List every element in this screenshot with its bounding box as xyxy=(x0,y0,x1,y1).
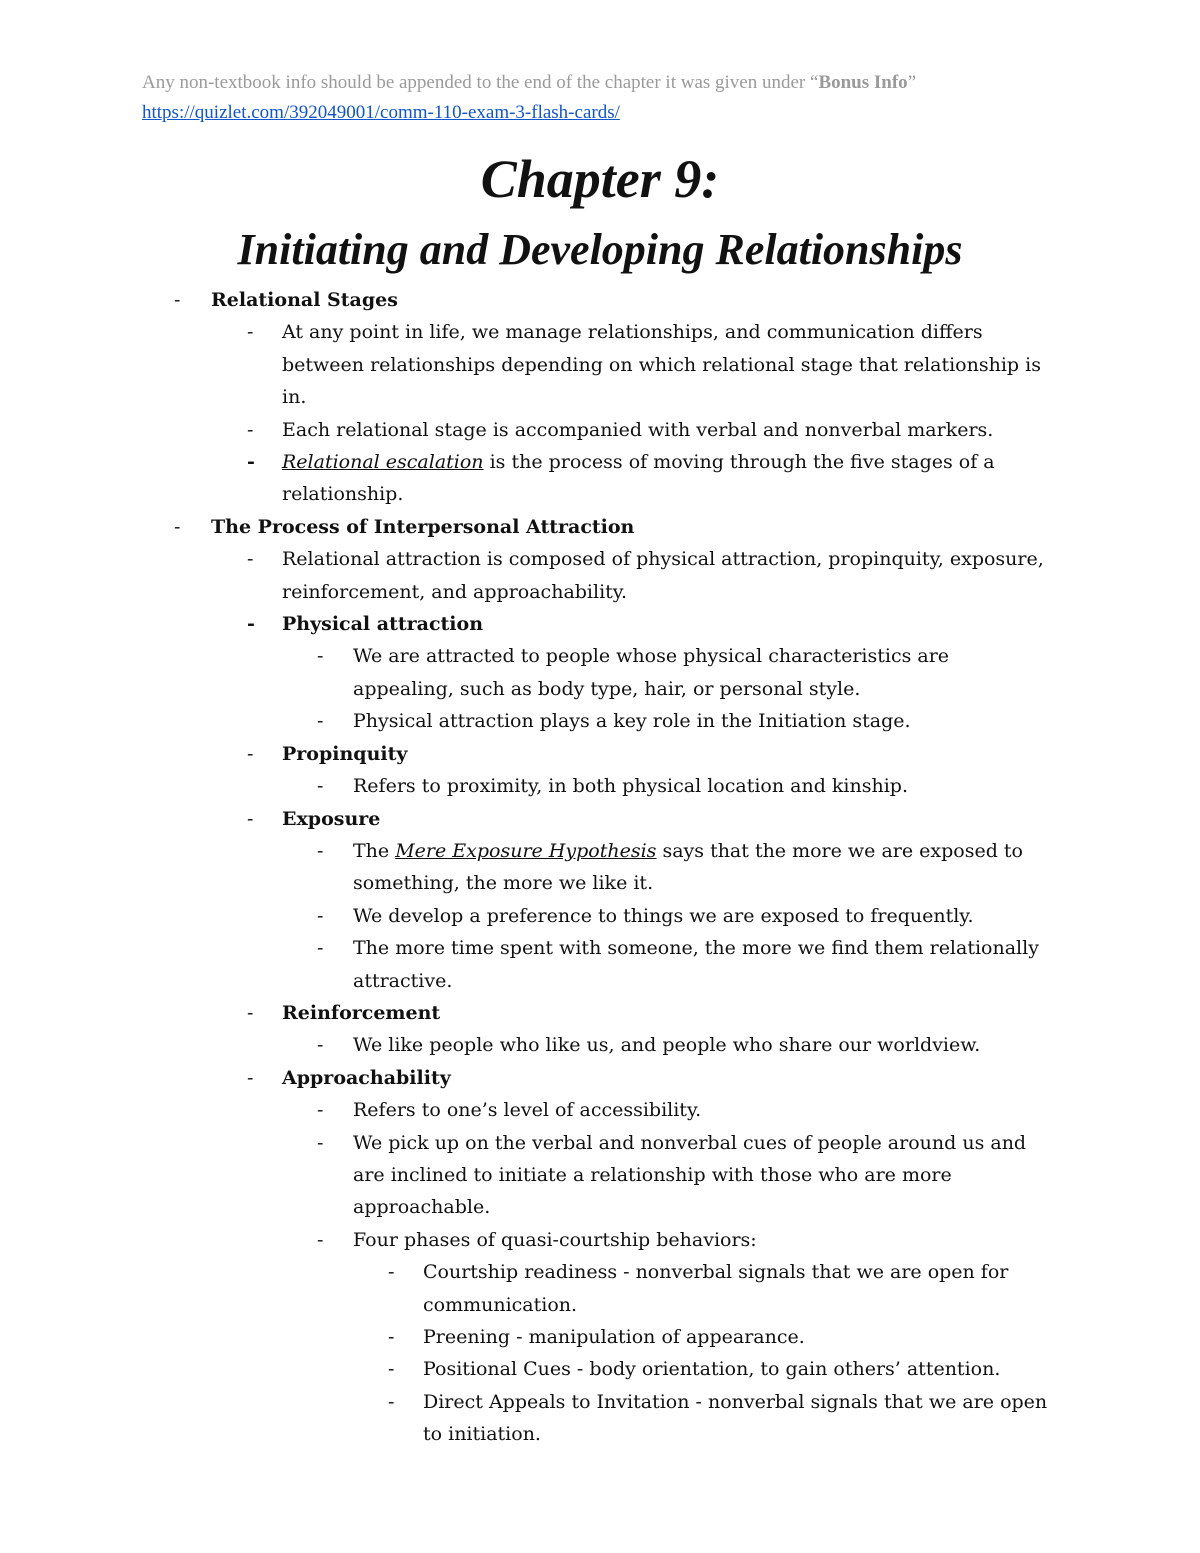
list-item xyxy=(0,446,1200,511)
list-item xyxy=(0,1386,1200,1451)
list-item xyxy=(0,835,1200,900)
list-item-text: Refers to proximity, in both physical location and kinship. xyxy=(353,775,908,798)
list-item xyxy=(0,705,1200,737)
bullet-dash: - xyxy=(317,1228,324,1251)
list-item-text: Refers to one’s level of accessibility. xyxy=(353,1099,702,1122)
bullet-dash: - xyxy=(174,515,181,538)
bullet-dash: - xyxy=(174,289,181,311)
bullet-dash: - xyxy=(317,1131,324,1154)
bullet-dash: - xyxy=(247,1066,254,1089)
list-item xyxy=(0,414,1200,446)
list-item xyxy=(0,511,1200,543)
list-item xyxy=(0,1353,1200,1385)
list-item-text: Positional Cues - body orientation, to gain others’ attention. xyxy=(423,1358,1001,1381)
list-item-text: Four phases of quasi-courtship behaviors: xyxy=(353,1228,757,1251)
list-item-text: Direct Appeals to Invitation - nonverbal signals that we are open to initiation. xyxy=(423,1390,1048,1446)
bullet-dash: - xyxy=(317,904,324,927)
list-item xyxy=(0,900,1200,932)
quizlet-link[interactable]: https://quizlet.com/392049001/comm-110-exam-3-flash-cards/ xyxy=(142,102,620,123)
note-end-quote: ” xyxy=(907,72,917,93)
bonus-info-note xyxy=(142,72,916,94)
list-item xyxy=(0,284,1200,316)
list-item-text: Each relational stage is accompanied with verbal and nonverbal markers. xyxy=(282,418,994,441)
bullet-dash: - xyxy=(317,710,324,733)
outline xyxy=(0,284,1200,1451)
bullet-dash: - xyxy=(388,1358,395,1381)
section-heading: The Process of Interpersonal Attraction xyxy=(211,515,635,538)
list-item xyxy=(0,1029,1200,1061)
text-prefix: The xyxy=(353,839,396,862)
bullet-dash: - xyxy=(247,548,254,571)
list-item xyxy=(0,803,1200,835)
section-heading: Relational Stages xyxy=(211,289,398,311)
bullet-dash: - xyxy=(317,937,324,960)
list-item-text: Courtship readiness - nonverbal signals that we are open for communication. xyxy=(423,1261,1009,1316)
list-item-text: At any point in life, we manage relationships, and communication differs between relationships depending on which relational stage that relationship is in. xyxy=(282,321,1041,409)
list-item-text: The more time spent with someone, the more we find them relationally attractive. xyxy=(353,937,1039,992)
list-item xyxy=(0,738,1200,770)
bullet-dash: - xyxy=(247,321,254,344)
bullet-dash: - xyxy=(247,613,255,636)
bullet-dash: - xyxy=(247,742,254,765)
bullet-dash: - xyxy=(247,451,255,474)
bullet-dash: - xyxy=(388,1261,395,1284)
bullet-dash: - xyxy=(317,775,324,798)
bullet-dash: - xyxy=(247,1001,254,1024)
list-item-text xyxy=(282,446,1062,511)
bullet-dash: - xyxy=(317,1099,324,1122)
bullet-dash: - xyxy=(388,1390,395,1413)
list-item-text: Relational attraction is composed of physical attraction, propinquity, exposure, reinforcement, and approachability. xyxy=(282,548,1044,603)
bullet-dash: - xyxy=(317,645,324,668)
note-bold-text: Bonus Info xyxy=(818,72,908,93)
list-item-text: We develop a preference to things we are exposed to frequently. xyxy=(353,904,974,927)
list-item xyxy=(0,1321,1200,1353)
subsection-heading: Propinquity xyxy=(282,742,408,765)
subsection-heading: Physical attraction xyxy=(282,613,484,636)
subsection-heading: Exposure xyxy=(282,807,381,830)
subsection-heading: Approachability xyxy=(282,1066,451,1089)
list-item xyxy=(0,932,1200,997)
list-item-text: We like people who like us, and people who share our worldview. xyxy=(353,1034,981,1057)
list-item-text: Preening - manipulation of appearance. xyxy=(423,1326,805,1348)
subsection-heading: Reinforcement xyxy=(282,1001,441,1024)
list-item xyxy=(0,1224,1200,1256)
term-mere-exposure-hypothesis: Mere Exposure Hypothesis xyxy=(395,839,657,862)
chapter-title: Chapter 9: xyxy=(480,149,720,209)
bullet-dash: - xyxy=(247,418,254,441)
note-text: Any non-textbook info should be appended to the end of the chapter it was given under “ xyxy=(142,72,819,93)
bullet-dash: - xyxy=(388,1326,395,1348)
list-item xyxy=(0,1094,1200,1126)
list-item-text: Physical attraction plays a key role in the Initiation stage. xyxy=(353,710,911,733)
text-suffix: says that the more we are exposed to something, the more we like it. xyxy=(353,839,1023,895)
list-item xyxy=(0,1062,1200,1094)
list-item xyxy=(0,608,1200,640)
list-item xyxy=(0,316,1200,413)
list-item xyxy=(0,1256,1200,1321)
term-definition: is the process of moving through the five stages of a relationship. xyxy=(282,451,995,506)
term-relational-escalation: Relational escalation xyxy=(282,451,484,474)
chapter-subtitle: Initiating and Developing Relationships xyxy=(237,225,963,274)
list-item-text xyxy=(353,835,1053,900)
list-item xyxy=(0,1127,1200,1224)
list-item xyxy=(0,997,1200,1029)
list-item xyxy=(0,640,1200,705)
list-item-text: We are attracted to people whose physical characteristics are appealing, such as body type, hair, or personal style. xyxy=(353,645,950,700)
bullet-dash: - xyxy=(317,839,324,862)
list-item-text: We pick up on the verbal and nonverbal cues of people around us and are inclined to initiate a relationship with those who are more approachable. xyxy=(353,1131,1027,1219)
list-item xyxy=(0,770,1200,802)
bullet-dash: - xyxy=(317,1034,324,1057)
bullet-dash: - xyxy=(247,807,254,830)
list-item xyxy=(0,543,1200,608)
